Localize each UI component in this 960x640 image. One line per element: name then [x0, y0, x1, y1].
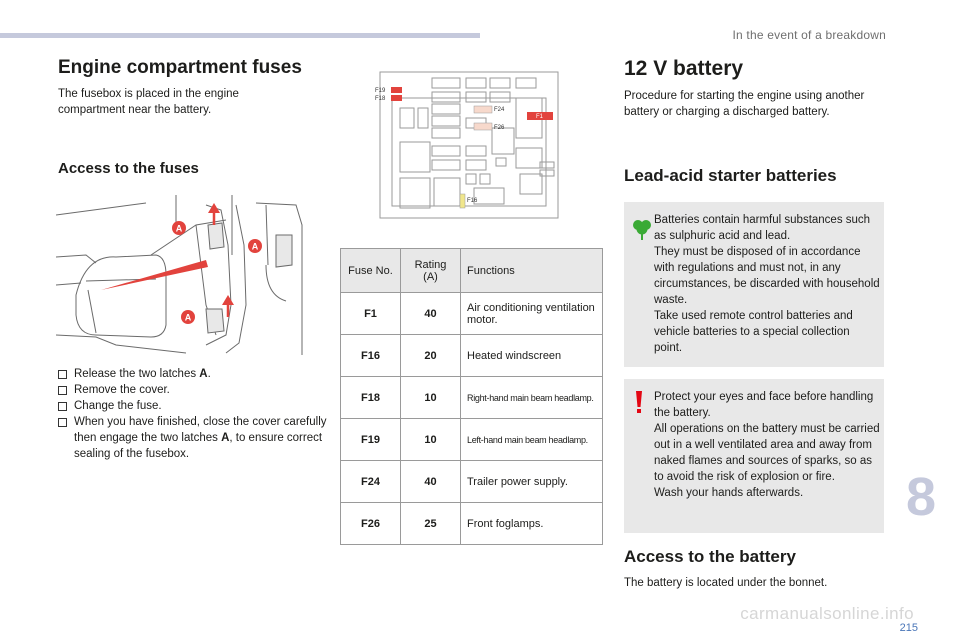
- function-cell: Left-hand main beam headlamp.: [461, 419, 603, 461]
- fuse-label-f18: F18: [375, 96, 386, 102]
- lead-acid-title: Lead-acid starter batteries: [624, 166, 837, 185]
- watermark: carmanualsonline.info: [740, 604, 914, 623]
- function-cell: Trailer power supply.: [461, 461, 603, 503]
- function-cell: Right-hand main beam headlamp.: [461, 377, 603, 419]
- fuse-table-header: [341, 249, 603, 293]
- col-functions: Functions: [461, 249, 603, 293]
- fuse-cell: F18: [341, 377, 401, 419]
- step-item: When you have finished, close the cover carefully then engage the two latches A, to ensure correct sealing of the fusebox.: [58, 414, 343, 462]
- col-fuse-no: Fuse No.: [341, 249, 401, 293]
- header-band: [0, 33, 480, 38]
- table-row: [341, 377, 603, 419]
- table-row: [341, 335, 603, 377]
- table-row: [341, 461, 603, 503]
- engine-fuses-intro: The fusebox is placed in the engine compartment near the battery.: [58, 88, 239, 116]
- col-rating: Rating (A): [401, 249, 461, 293]
- environment-note: [624, 202, 884, 367]
- function-cell: Front foglamps.: [461, 503, 603, 545]
- chapter-number: 8: [906, 467, 937, 527]
- rating-cell: 40: [401, 293, 461, 335]
- environment-note-text: Batteries contain harmful substances such as sulphuric acid and lead. They must be disposed of in accordance with regulations and must not, in any circumstances, be discarded with household waste. Take used remote control batteries and vehicle batteries to a special collection point.: [654, 214, 880, 354]
- svg-text:A: A: [184, 312, 192, 323]
- fuse-cell: F24: [341, 461, 401, 503]
- svg-text:A: A: [251, 241, 259, 252]
- fuse-cell: F19: [341, 419, 401, 461]
- function-cell: Heated windscreen: [461, 335, 603, 377]
- fuse-steps-list: [58, 366, 343, 462]
- table-row: [341, 503, 603, 545]
- rating-cell: 10: [401, 377, 461, 419]
- fuse-label-f1: F1: [536, 114, 544, 120]
- battery-title: 12 V battery: [624, 57, 744, 80]
- rating-cell: 20: [401, 335, 461, 377]
- fusebox-diagram: [370, 68, 570, 220]
- step-item: Change the fuse.: [58, 398, 343, 414]
- page-number: 215: [899, 622, 918, 634]
- rating-cell: 10: [401, 419, 461, 461]
- warning-note: [624, 379, 884, 533]
- step-item: Remove the cover.: [58, 382, 343, 398]
- fuse-table: [340, 248, 603, 545]
- table-row: [341, 293, 603, 335]
- access-battery-title: Access to the battery: [624, 547, 796, 566]
- table-row: [341, 419, 603, 461]
- rating-cell: 25: [401, 503, 461, 545]
- fuse-cell: F26: [341, 503, 401, 545]
- access-fuses-title: Access to the fuses: [58, 160, 199, 177]
- warning-icon: [634, 391, 644, 415]
- section-title: In the event of a breakdown: [732, 28, 886, 42]
- rating-cell: 40: [401, 461, 461, 503]
- fuse-label-f16: F16: [467, 198, 478, 204]
- fuse-label-f26: F26: [494, 125, 505, 131]
- battery-location: The battery is located under the bonnet.: [624, 577, 828, 589]
- fuse-cell: F1: [341, 293, 401, 335]
- step-item: Release the two latches A.: [58, 366, 343, 382]
- leaf-icon: [632, 218, 652, 240]
- engine-fuses-title: Engine compartment fuses: [58, 57, 302, 78]
- svg-text:A: A: [175, 223, 183, 234]
- fuse-cell: F16: [341, 335, 401, 377]
- fuse-label-f24: F24: [494, 107, 505, 113]
- battery-procedure: Procedure for starting the engine using another battery or charging a discharged battery.: [624, 90, 865, 118]
- warning-note-text: Protect your eyes and face before handling the battery. All operations on the battery must be carried out in a well ventilated area and away from naked flames and sources of sparks, so as to avoid the risk of explosion or fire. Wash your hands afterwards.: [654, 391, 880, 499]
- fuse-label-f19: F19: [375, 88, 386, 94]
- function-cell: Air conditioning ventilation motor.: [461, 293, 603, 335]
- fusebox-latch-illustration: [56, 185, 306, 357]
